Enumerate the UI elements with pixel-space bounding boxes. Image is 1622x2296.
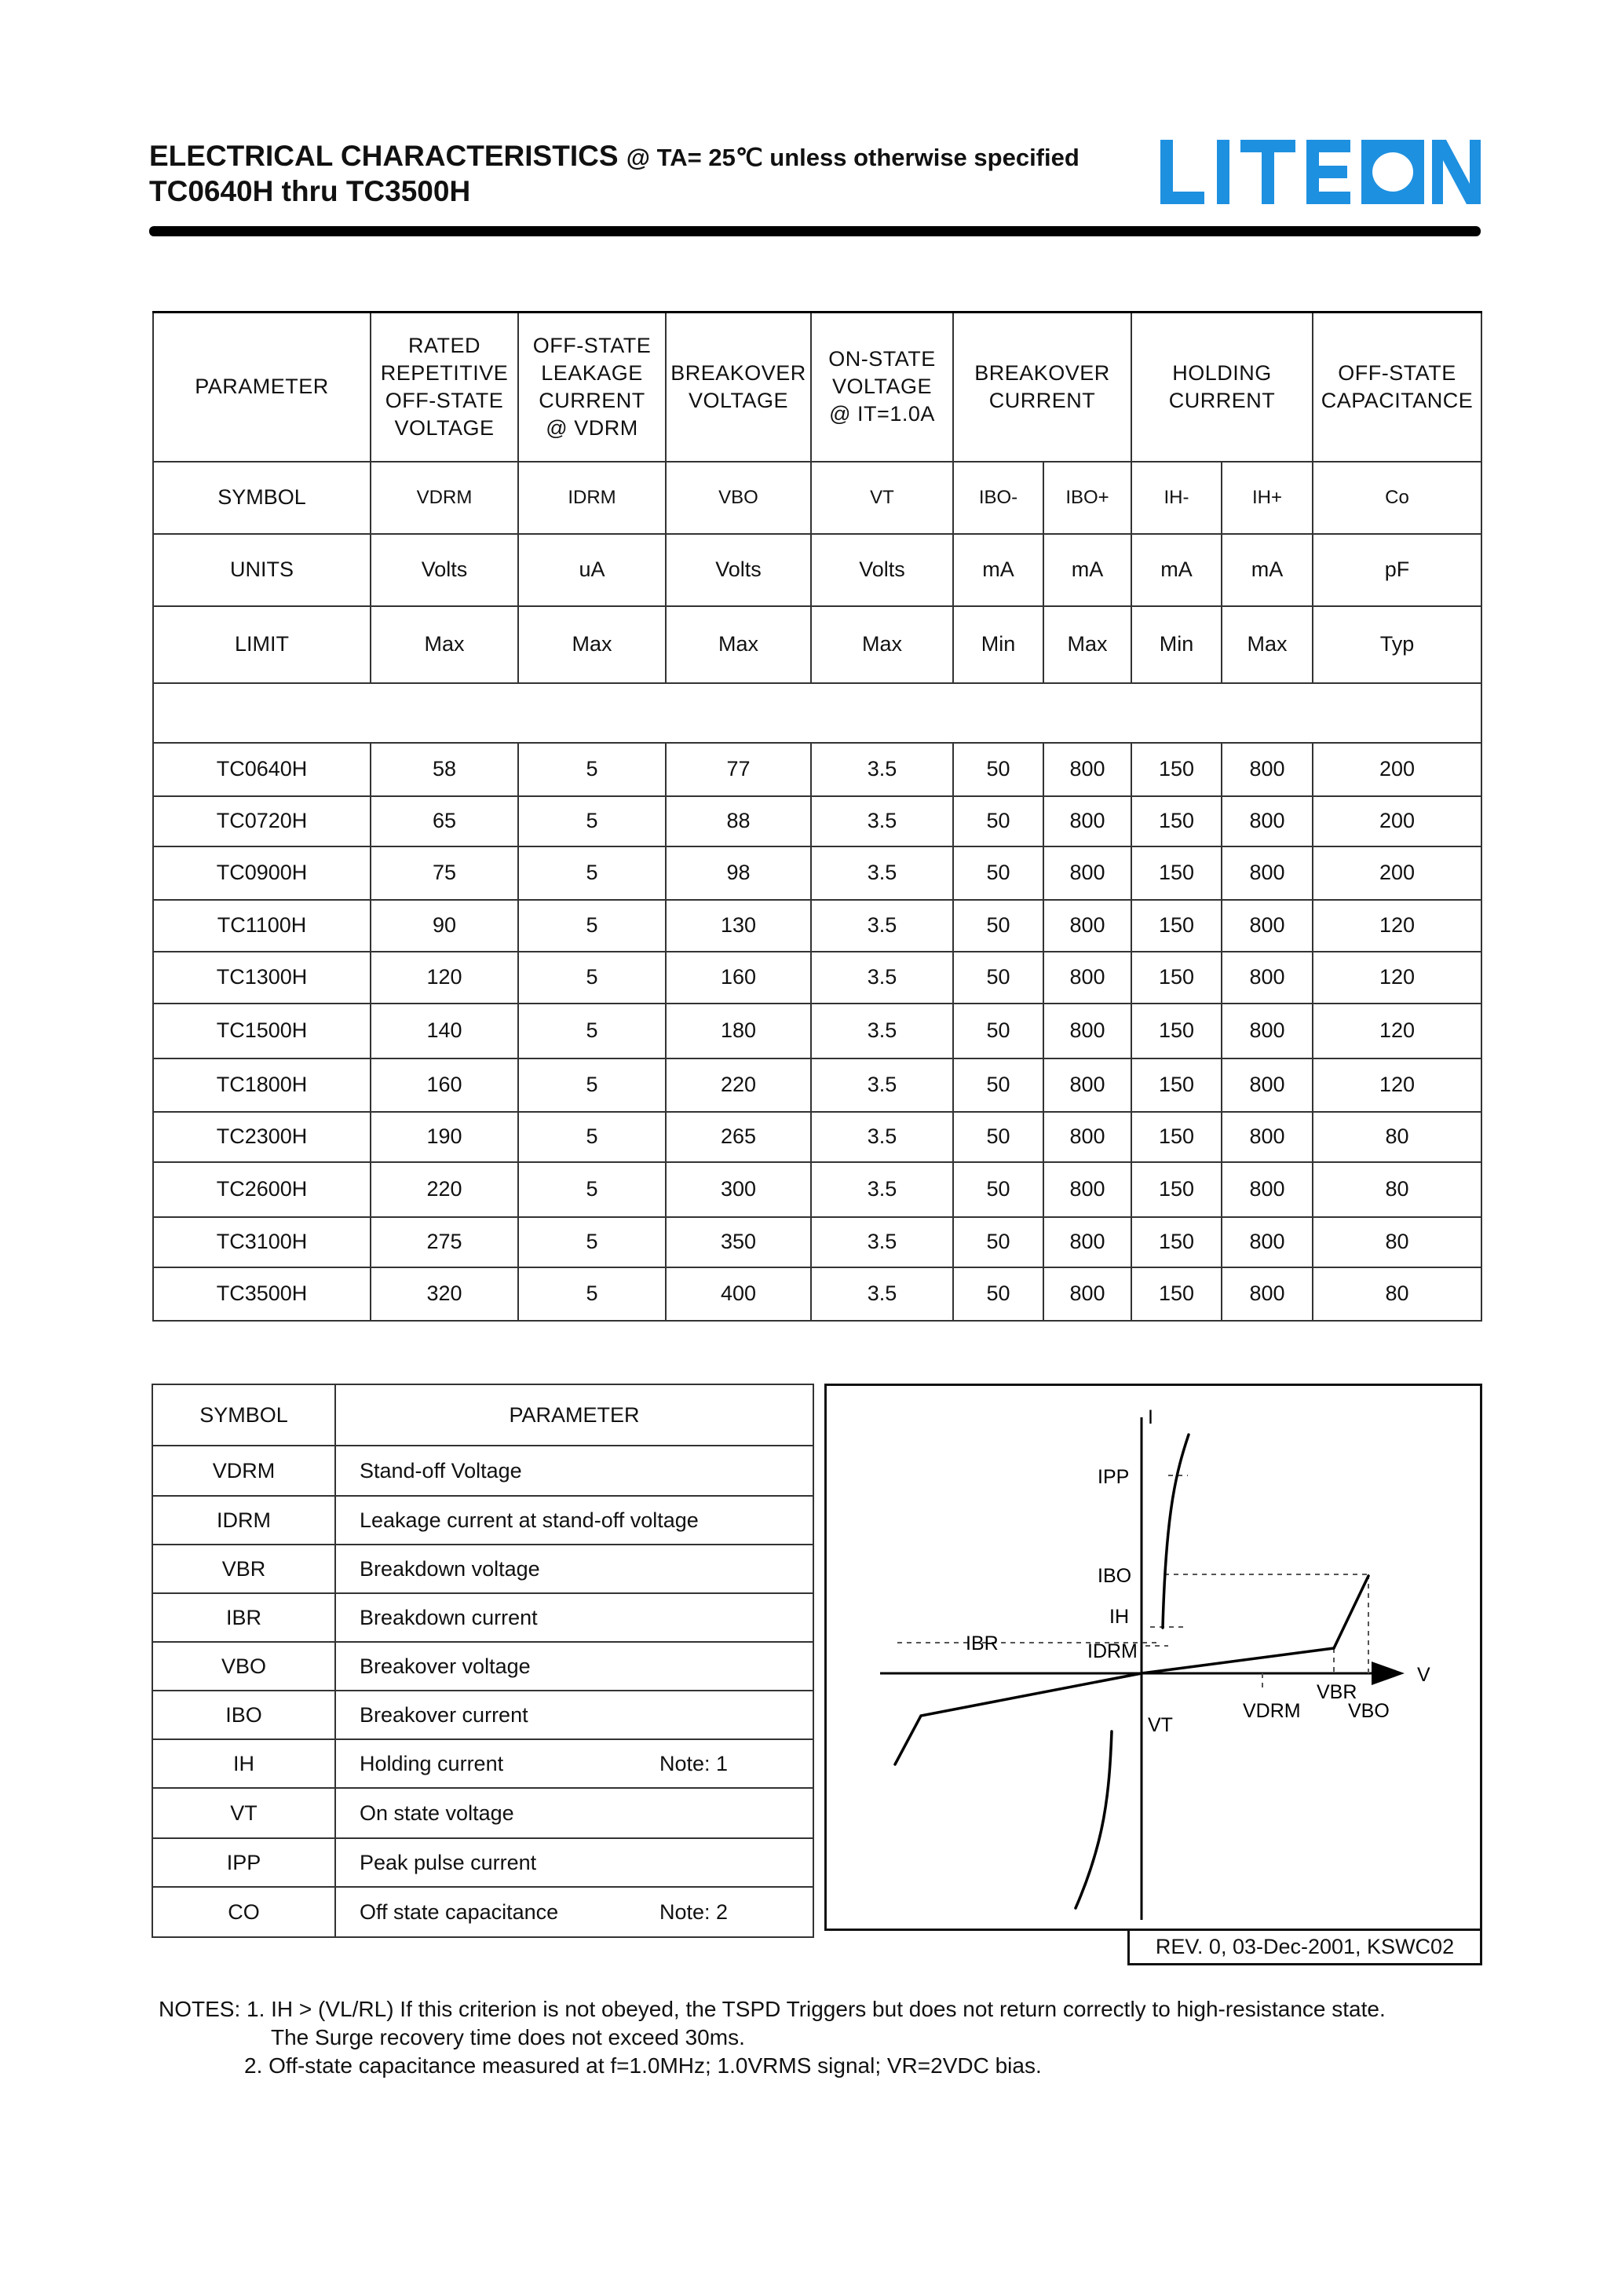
header-rule — [149, 226, 1481, 236]
table-cell: Max — [1222, 606, 1313, 683]
table-cell: 5 — [518, 1004, 666, 1058]
table-cell: Max — [811, 606, 953, 683]
table-cell: Volts — [371, 534, 518, 606]
label-vbo: VBO — [1348, 1700, 1390, 1722]
table-cell: pF — [1313, 534, 1481, 606]
liteon-logo — [1160, 140, 1481, 204]
table-cell: Min — [953, 606, 1043, 683]
header-symbol: SYMBOL — [152, 1384, 335, 1446]
units-row — [153, 534, 1481, 606]
header-breakover-voltage: BREAKOVER VOLTAGE — [666, 313, 811, 462]
title-condition: @ TA= 25℃ unless otherwise specified — [626, 144, 1080, 171]
parameter-text: Peak pulse current — [360, 1850, 537, 1874]
revision-label: REV. 0, 03-Dec-2001, KSWC02 — [1127, 1931, 1482, 1965]
table-cell: 90 — [371, 900, 518, 952]
table-cell: 5 — [518, 1267, 666, 1321]
table-cell: IH+ — [1222, 462, 1313, 534]
table-cell: 800 — [1222, 1217, 1313, 1267]
table-cell: 98 — [666, 846, 811, 900]
table-cell: 150 — [1131, 1058, 1222, 1112]
table-cell: Max — [371, 606, 518, 683]
parameter-text: Holding current — [360, 1751, 504, 1775]
table-cell: 3.5 — [811, 1112, 953, 1162]
table-cell: 140 — [371, 1004, 518, 1058]
parameter-text: Breakover current — [360, 1702, 528, 1727]
parameter-cell — [335, 1838, 813, 1887]
table-cell: 50 — [953, 1004, 1043, 1058]
table-cell: 3.5 — [811, 1162, 953, 1217]
header-holding-current: HOLDING CURRENT — [1131, 313, 1313, 462]
table-cell: IBO- — [953, 462, 1043, 534]
table-cell: 5 — [518, 1112, 666, 1162]
table-cell: 220 — [666, 1058, 811, 1112]
table-cell: uA — [518, 534, 666, 606]
table-cell: 150 — [1131, 1004, 1222, 1058]
table-cell: 150 — [1131, 1267, 1222, 1321]
table-cell: 220 — [371, 1162, 518, 1217]
parameter-text: Stand-off Voltage — [360, 1458, 522, 1483]
table-cell: 120 — [1313, 1004, 1481, 1058]
table-cell: 150 — [1131, 952, 1222, 1004]
table-cell: 400 — [666, 1267, 811, 1321]
table-cell: 275 — [371, 1217, 518, 1267]
table-row — [153, 743, 1481, 796]
table-cell: IBO+ — [1043, 462, 1131, 534]
table-cell: 3.5 — [811, 900, 953, 952]
table-cell: 3.5 — [811, 796, 953, 846]
table-cell: 50 — [953, 900, 1043, 952]
symbol-cell: IBR — [152, 1593, 335, 1642]
note-1-continued: The Surge recovery time does not exceed 30ms. — [271, 2025, 745, 2049]
spacer-row — [153, 683, 1481, 743]
table-cell: 3.5 — [811, 1004, 953, 1058]
parameter-text: Leakage current at stand-off voltage — [360, 1508, 699, 1532]
symbol-cell: IBO — [152, 1691, 335, 1739]
header-parameter: PARAMETER — [335, 1384, 813, 1446]
table-cell: IH- — [1131, 462, 1222, 534]
table-cell: 50 — [953, 1217, 1043, 1267]
table-cell: 800 — [1043, 743, 1131, 796]
header-capacitance: OFF-STATE CAPACITANCE — [1313, 313, 1481, 462]
model-cell: TC1800H — [153, 1058, 371, 1112]
symbol-table-header — [152, 1384, 813, 1446]
table-cell: Volts — [666, 534, 811, 606]
symbol-table-row — [152, 1545, 813, 1593]
table-cell: 5 — [518, 1217, 666, 1267]
table-cell: 80 — [1313, 1162, 1481, 1217]
header-breakover-current: BREAKOVER CURRENT — [953, 313, 1131, 462]
symbol-cell: IPP — [152, 1838, 335, 1887]
table-cell: 50 — [953, 1267, 1043, 1321]
table-cell: 800 — [1222, 1004, 1313, 1058]
table-cell: Volts — [811, 534, 953, 606]
table-cell: 50 — [953, 1162, 1043, 1217]
symbol-cell: IH — [152, 1739, 335, 1788]
table-cell: 800 — [1222, 846, 1313, 900]
table-cell: 800 — [1043, 1058, 1131, 1112]
parameter-note: Note: 2 — [659, 1899, 729, 1924]
table-cell: 150 — [1131, 846, 1222, 900]
page-subtitle: TC0640H thru TC3500H — [149, 175, 471, 207]
parameter-cell — [335, 1545, 813, 1593]
table-cell: 5 — [518, 900, 666, 952]
note-2: 2. Off-state capacitance measured at f=1.0MHz; 1.0VRMS signal; VR=2VDC bias. — [244, 2053, 1042, 2078]
table-cell: 3.5 — [811, 1058, 953, 1112]
table-cell: VDRM — [371, 462, 518, 534]
table-cell: 58 — [371, 743, 518, 796]
characteristics-table — [152, 311, 1482, 1322]
parameter-note: Note: 1 — [659, 1751, 729, 1775]
table-cell: 800 — [1222, 1058, 1313, 1112]
symbol-cell: VBO — [152, 1642, 335, 1691]
symbol-cell: VBR — [152, 1545, 335, 1593]
table-cell: SYMBOL — [153, 462, 371, 534]
symbol-cell: VT — [152, 1788, 335, 1838]
table-cell: 150 — [1131, 1112, 1222, 1162]
table-cell: 120 — [1313, 900, 1481, 952]
table-cell: 80 — [1313, 1267, 1481, 1321]
page-title — [149, 140, 1080, 173]
table-cell: 50 — [953, 743, 1043, 796]
symbol-parameter-table — [152, 1384, 814, 1938]
table-header-row — [153, 313, 1481, 462]
table-row — [153, 1267, 1481, 1321]
table-cell: 800 — [1043, 1112, 1131, 1162]
data-rows — [153, 743, 1481, 1321]
table-cell: 160 — [371, 1058, 518, 1112]
table-cell: 130 — [666, 900, 811, 952]
table-cell: 300 — [666, 1162, 811, 1217]
table-cell: Max — [1043, 606, 1131, 683]
label-vdrm: VDRM — [1243, 1700, 1301, 1722]
model-cell: TC3100H — [153, 1217, 371, 1267]
table-cell: 200 — [1313, 846, 1481, 900]
table-row — [153, 900, 1481, 952]
table-cell: Typ — [1313, 606, 1481, 683]
symbol-row — [153, 462, 1481, 534]
table-row — [153, 952, 1481, 1004]
table-cell: 50 — [953, 1058, 1043, 1112]
table-row — [153, 1217, 1481, 1267]
table-cell: mA — [1131, 534, 1222, 606]
parameter-cell — [335, 1691, 813, 1739]
parameter-cell — [335, 1739, 813, 1788]
header-on-state-voltage: ON-STATE VOLTAGE @ IT=1.0A — [811, 313, 953, 462]
table-cell: 120 — [1313, 1058, 1481, 1112]
header-rated-voltage: RATED REPETITIVE OFF-STATE VOLTAGE — [371, 313, 518, 462]
parameter-text: Breakdown current — [360, 1605, 538, 1629]
table-cell: 120 — [371, 952, 518, 1004]
header-leakage-current: OFF-STATE LEAKAGE CURRENT @ VDRM — [518, 313, 666, 462]
table-cell: 3.5 — [811, 743, 953, 796]
table-cell: mA — [1222, 534, 1313, 606]
parameter-cell — [335, 1788, 813, 1838]
table-cell: 150 — [1131, 1162, 1222, 1217]
table-cell: 150 — [1131, 900, 1222, 952]
table-cell: 88 — [666, 796, 811, 846]
parameter-text: On state voltage — [360, 1801, 514, 1825]
iv-curve — [895, 1435, 1368, 1908]
table-cell: 800 — [1222, 1112, 1313, 1162]
table-cell: 3.5 — [811, 1267, 953, 1321]
table-cell: 800 — [1222, 1162, 1313, 1217]
symbol-table-row — [152, 1887, 813, 1937]
table-cell: 800 — [1043, 1267, 1131, 1321]
table-cell: 75 — [371, 846, 518, 900]
iv-graph-svg — [827, 1386, 1480, 1929]
table-cell: 800 — [1222, 743, 1313, 796]
table-cell: 50 — [953, 1112, 1043, 1162]
label-vbr: VBR — [1317, 1681, 1357, 1703]
symbol-cell: CO — [152, 1887, 335, 1937]
symbol-rows — [152, 1446, 813, 1937]
table-row — [153, 846, 1481, 900]
table-cell: 800 — [1222, 900, 1313, 952]
parameter-text: Breakover voltage — [360, 1654, 531, 1678]
table-cell: 180 — [666, 1004, 811, 1058]
table-cell: Co — [1313, 462, 1481, 534]
table-cell: 150 — [1131, 743, 1222, 796]
table-cell: 3.5 — [811, 952, 953, 1004]
table-cell: 150 — [1131, 1217, 1222, 1267]
table-cell: 800 — [1222, 1267, 1313, 1321]
table-cell: 160 — [666, 952, 811, 1004]
table-cell: Min — [1131, 606, 1222, 683]
model-cell: TC0720H — [153, 796, 371, 846]
table-cell: 320 — [371, 1267, 518, 1321]
table-cell: LIMIT — [153, 606, 371, 683]
label-i-axis: I — [1148, 1406, 1153, 1428]
table-cell: Max — [666, 606, 811, 683]
header-parameter: PARAMETER — [153, 313, 371, 462]
parameter-cell — [335, 1593, 813, 1642]
table-cell: 77 — [666, 743, 811, 796]
symbol-table-row — [152, 1788, 813, 1838]
table-cell: 800 — [1043, 1217, 1131, 1267]
table-cell: 150 — [1131, 796, 1222, 846]
parameter-cell — [335, 1446, 813, 1496]
label-vt: VT — [1148, 1714, 1173, 1736]
table-cell: 5 — [518, 1162, 666, 1217]
table-cell: 65 — [371, 796, 518, 846]
table-cell: 5 — [518, 952, 666, 1004]
model-cell: TC2600H — [153, 1162, 371, 1217]
table-cell: 800 — [1043, 846, 1131, 900]
table-cell: 5 — [518, 743, 666, 796]
table-cell: 800 — [1222, 796, 1313, 846]
table-cell: 200 — [1313, 796, 1481, 846]
limit-row — [153, 606, 1481, 683]
table-cell: 120 — [1313, 952, 1481, 1004]
parameter-text: Breakdown voltage — [360, 1556, 540, 1581]
table-row — [153, 1058, 1481, 1112]
model-cell: TC3500H — [153, 1267, 371, 1321]
table-row — [153, 796, 1481, 846]
spacer-cell — [153, 683, 1481, 743]
table-cell: 800 — [1043, 796, 1131, 846]
symbol-table-row — [152, 1691, 813, 1739]
table-cell: VT — [811, 462, 953, 534]
table-cell: VBO — [666, 462, 811, 534]
symbol-table-row — [152, 1739, 813, 1788]
table-cell: UNITS — [153, 534, 371, 606]
table-cell: 200 — [1313, 743, 1481, 796]
table-cell: 800 — [1043, 1004, 1131, 1058]
table-cell: 800 — [1222, 952, 1313, 1004]
label-ih: IH — [1109, 1606, 1129, 1628]
table-cell: 190 — [371, 1112, 518, 1162]
table-row — [153, 1162, 1481, 1217]
parameter-cell — [335, 1642, 813, 1691]
table-cell: 800 — [1043, 952, 1131, 1004]
table-cell: 3.5 — [811, 1217, 953, 1267]
symbol-table-row — [152, 1496, 813, 1545]
parameter-cell — [335, 1496, 813, 1545]
table-cell: 50 — [953, 846, 1043, 900]
symbol-table-row — [152, 1838, 813, 1887]
model-cell: TC0900H — [153, 846, 371, 900]
model-cell: TC1100H — [153, 900, 371, 952]
table-cell: 50 — [953, 952, 1043, 1004]
table-cell: 350 — [666, 1217, 811, 1267]
table-cell: 5 — [518, 1058, 666, 1112]
label-ibo: IBO — [1098, 1565, 1132, 1587]
model-cell: TC1300H — [153, 952, 371, 1004]
model-cell: TC0640H — [153, 743, 371, 796]
parameter-cell — [335, 1887, 813, 1937]
table-cell: 50 — [953, 796, 1043, 846]
table-row — [153, 1004, 1481, 1058]
table-cell: 80 — [1313, 1217, 1481, 1267]
iv-characteristic-graph — [824, 1384, 1482, 1931]
model-cell: TC1500H — [153, 1004, 371, 1058]
symbol-table-row — [152, 1446, 813, 1496]
label-ibr: IBR — [966, 1632, 999, 1654]
table-cell: mA — [1043, 534, 1131, 606]
table-cell: Max — [518, 606, 666, 683]
table-cell: 800 — [1043, 1162, 1131, 1217]
parameter-text: Off state capacitance — [360, 1899, 559, 1924]
table-cell: 80 — [1313, 1112, 1481, 1162]
note-1: NOTES: 1. IH > (VL/RL) If this criterion is not obeyed, the TSPD Triggers but does not return correctly to high-resistance state. — [159, 1997, 1386, 2021]
symbol-cell: VDRM — [152, 1446, 335, 1496]
table-cell: 5 — [518, 846, 666, 900]
label-idrm: IDRM — [1087, 1640, 1138, 1662]
label-ipp: IPP — [1098, 1466, 1130, 1488]
table-cell: 800 — [1043, 900, 1131, 952]
table-cell: mA — [953, 534, 1043, 606]
table-cell: IDRM — [518, 462, 666, 534]
label-v-axis: V — [1417, 1664, 1430, 1686]
model-cell: TC2300H — [153, 1112, 371, 1162]
symbol-table-row — [152, 1593, 813, 1642]
symbol-cell: IDRM — [152, 1496, 335, 1545]
title-main: ELECTRICAL CHARACTERISTICS — [149, 140, 619, 172]
symbol-table-row — [152, 1642, 813, 1691]
table-cell: 5 — [518, 796, 666, 846]
table-row — [153, 1112, 1481, 1162]
table-cell: 3.5 — [811, 846, 953, 900]
table-cell: 265 — [666, 1112, 811, 1162]
